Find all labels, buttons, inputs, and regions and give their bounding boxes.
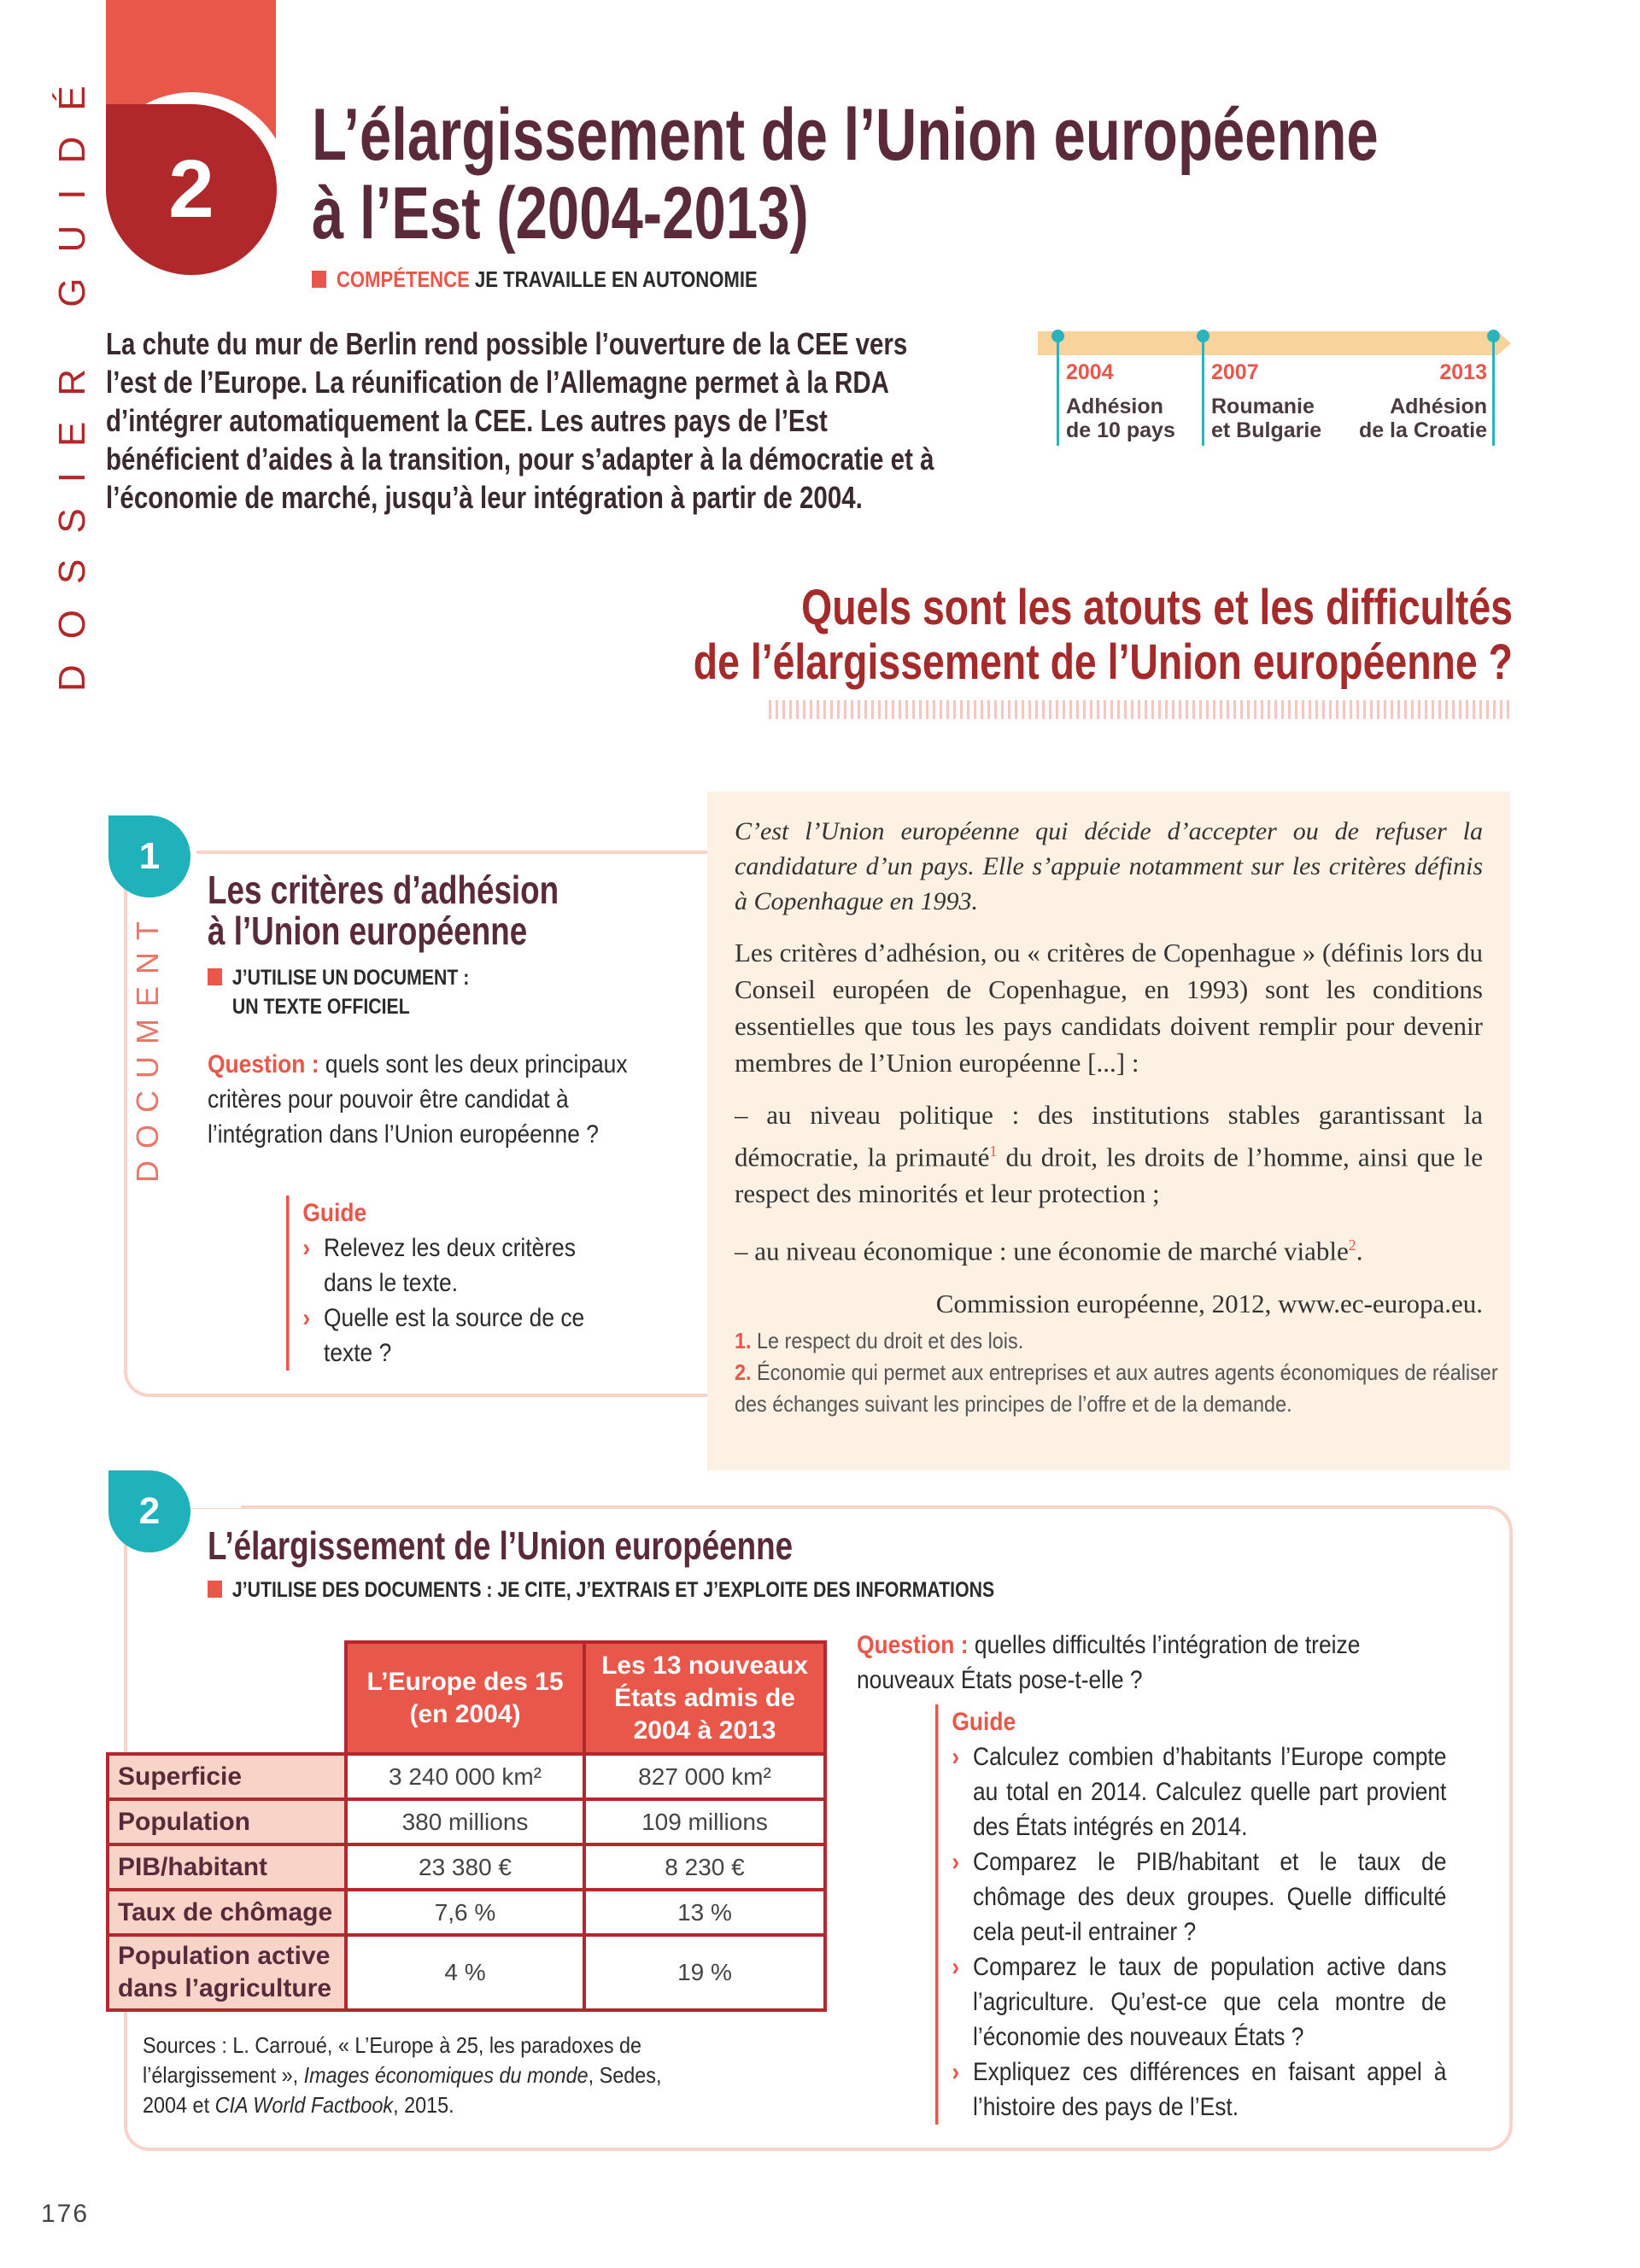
- cell: 19 %: [584, 1935, 825, 2010]
- square-bullet-icon: [312, 271, 326, 288]
- guide-text: Comparez le PIB/habitant et le taux de chômage des deux groupes. Quelle difficulté cela peut-il entrainer ?: [973, 1848, 1447, 1946]
- table-header-row: [108, 1642, 825, 1754]
- guide-item: [952, 1949, 1446, 2055]
- title-line: à l’Union européenne: [208, 909, 528, 953]
- dossier-number: 2: [106, 104, 277, 275]
- document-1-question: [208, 1047, 632, 1152]
- timeline-year: 2004: [1066, 360, 1114, 384]
- table-row: [108, 1799, 825, 1844]
- skill-line: J’UTILISE UN DOCUMENT :: [231, 966, 470, 990]
- cell: 13 %: [584, 1890, 825, 1935]
- page-title: [312, 96, 1379, 253]
- timeline-year: 2007: [1211, 360, 1259, 384]
- footnotes: [735, 1325, 1503, 1420]
- skill-text: J’UTILISE DES DOCUMENTS : JE CITE, J’EXTRAIS ET J’EXPLOITE DES INFORMATIONS: [231, 1578, 995, 1602]
- cell: 109 millions: [584, 1799, 825, 1844]
- footnote: [735, 1325, 1503, 1357]
- problematic-question: [694, 581, 1513, 690]
- page-number: 176: [41, 2200, 90, 2228]
- chevron-right-icon: ›: [302, 1234, 311, 1262]
- timeline-label: de la Croatie: [1358, 418, 1487, 442]
- title-line: à l’Est (2004-2013): [312, 172, 809, 254]
- text: Images économiques du monde: [303, 2062, 589, 2088]
- quote-paragraph: Les critères d’adhésion, ou « critères de Copenhague » (définis lors du Conseil européen de Copenhague, en 1993) sont les conditions essentielles que tous les pays candidats doivent remplir pour devenir membres de l’Union européenne [...] :: [735, 938, 1483, 1078]
- question-label: Question :: [857, 1631, 969, 1659]
- text: du droit, les droits de l’homme, ainsi que le respect des minorités et leur protection ;: [735, 1142, 1483, 1209]
- official-text-quote: [707, 792, 1510, 1470]
- square-bullet-icon: [208, 968, 222, 985]
- footnote-number: 2.: [735, 1359, 752, 1385]
- guide-item: [952, 1739, 1446, 1844]
- row-label: Superficie: [108, 1754, 346, 1799]
- document-1-skill: [208, 963, 469, 1021]
- question-text: quels sont les deux principaux critères pour pouvoir être candidat à l’intégration dans l’Union européenne ?: [208, 1050, 628, 1149]
- comparison-table: [106, 1640, 827, 2012]
- competence-text: JE TRAVAILLE EN AUTONOMIE: [474, 266, 758, 292]
- timeline-label: Roumanie: [1211, 395, 1315, 418]
- empty-corner: [108, 1642, 346, 1754]
- row-label: Population: [108, 1799, 346, 1844]
- question-text: quelles difficultés l’intégration de treize nouveaux États pose-t-elle ?: [857, 1631, 1361, 1694]
- timeline-dot-icon: [1487, 330, 1500, 342]
- table-row: [108, 1890, 825, 1935]
- cell: 7,6 %: [346, 1890, 584, 1935]
- guide-heading: Guide: [302, 1199, 367, 1227]
- document-2-title: L’élargissement de l’Union européenne: [208, 1523, 794, 1568]
- table-row: [108, 1935, 825, 2010]
- quote-source: Commission européenne, 2012, www.ec-europa.eu.: [935, 1288, 1483, 1318]
- frame-gap: [190, 1499, 241, 1508]
- document-1-badge: 1: [108, 815, 190, 897]
- cell: 23 380 €: [346, 1844, 584, 1890]
- timeline-item-2004: [1057, 335, 1198, 446]
- cell: 827 000 km²: [584, 1754, 825, 1799]
- row-label: PIB/habitant: [108, 1844, 346, 1890]
- document-2-badge: 2: [108, 1470, 190, 1552]
- footnote: [735, 1357, 1503, 1420]
- column-header: Les 13 nouveaux États admis de 2004 à 2013: [584, 1642, 825, 1754]
- document-1-top-rule: [196, 850, 707, 854]
- guide-text: Expliquez ces différences en faisant appel à l’histoire des pays de l’Est.: [973, 2058, 1447, 2121]
- text: , Sedes, 2004 et: [143, 2062, 662, 2118]
- timeline-dot-icon: [1197, 330, 1210, 342]
- question-line: Quels sont les atouts et les difficultés: [801, 580, 1513, 635]
- document-2-skill: [208, 1575, 994, 1605]
- document-2-question: [857, 1628, 1413, 1698]
- guide-text: Comparez le taux de population active dans l’agriculture. Qu’est-ce que cela montre de l’économie des nouveaux États ?: [973, 1953, 1447, 2051]
- chevron-right-icon: ›: [952, 1953, 960, 1981]
- competence-label: COMPÉTENCE: [336, 266, 470, 292]
- square-bullet-icon: [208, 1581, 222, 1598]
- row-label: Taux de chômage: [108, 1890, 346, 1935]
- document-1-title: [208, 869, 559, 951]
- footnote-number: 1.: [735, 1327, 752, 1353]
- chevron-right-icon: ›: [302, 1304, 311, 1332]
- cell: 380 millions: [346, 1799, 584, 1844]
- quote-paragraph: [735, 1096, 1483, 1212]
- dossier-guide-label: DOSSIER GUIDÉ: [51, 60, 93, 692]
- footnote-text: Économie qui permet aux entreprises et aux autres agents économiques de réaliser des échanges suivant les principes de l’offre et de la demande.: [735, 1359, 1498, 1417]
- table-sources: [143, 2031, 665, 2120]
- guide-item: [952, 2055, 1446, 2125]
- question-label: Question :: [208, 1050, 319, 1078]
- timeline-label: Adhésion: [1066, 395, 1163, 418]
- intro-paragraph: La chute du mur de Berlin rend possible l’ouverture de la CEE vers l’est de l’Europe. La réunification de l’Allemagne permet à la RDA d’intégrer automatiquement la CEE. Les autres pays de l’Est bénéficient d’aides à la transition, pour s’adapter à la démocratie et à l’économie de marché, jusqu’à leur intégration à partir de 2004.: [106, 326, 934, 515]
- document-2-guide: [935, 1704, 1446, 2125]
- text: CIA World Factbook: [214, 2092, 394, 2118]
- column-header: L’Europe des 15 (en 2004): [346, 1642, 584, 1754]
- hatched-divider: [769, 700, 1513, 719]
- title-line: Les critères d’adhésion: [208, 868, 559, 912]
- chevron-right-icon: ›: [952, 1743, 960, 1771]
- cell: 8 230 €: [584, 1844, 825, 1890]
- quote-intro: C’est l’Union européenne qui décide d’accepter ou de refuser la candidature d’un pays. Elle s’appuie notamment sur les critères définis à Copenhague en 1993.: [735, 817, 1483, 915]
- guide-item: [952, 1844, 1446, 1949]
- timeline-label: de 10 pays: [1066, 418, 1175, 442]
- table-row: [108, 1844, 825, 1890]
- title-line: L’élargissement de l’Union européenne: [312, 94, 1379, 176]
- text: – au niveau politique : des institutions stables garantissant la démocratie, la primauté: [735, 1100, 1483, 1172]
- quote-paragraph: [735, 1227, 1483, 1269]
- cell: 3 240 000 km²: [346, 1754, 584, 1799]
- chevron-right-icon: ›: [952, 2058, 960, 2086]
- cell: 4 %: [346, 1935, 584, 2010]
- timeline-label: et Bulgarie: [1211, 418, 1322, 442]
- timeline-label: Adhésion: [1390, 395, 1487, 418]
- guide-text: Relevez les deux critères dans le texte.: [324, 1234, 576, 1297]
- footnote-ref: 2: [1348, 1236, 1356, 1254]
- text: , 2015.: [393, 2092, 454, 2118]
- text: – au niveau économique : une économie de marché viable: [735, 1236, 1349, 1266]
- text: .: [1356, 1236, 1363, 1266]
- timeline-item-2013: [1339, 335, 1495, 446]
- document-side-label: DOCUMENT: [130, 909, 165, 1183]
- row-label: Population active dans l’agriculture: [108, 1935, 346, 2010]
- text: Sources : L. Carroué, « L’Europe à 25, les paradoxes de l’élargissement »,: [143, 2032, 642, 2088]
- timeline-item-2007: [1202, 335, 1343, 446]
- competence-line: [312, 266, 758, 293]
- timeline-dot-icon: [1051, 330, 1064, 342]
- guide-text: Quelle est la source de ce texte ?: [324, 1304, 585, 1367]
- chevron-right-icon: ›: [952, 1848, 960, 1876]
- question-line: de l’élargissement de l’Union européenne ?: [693, 634, 1513, 690]
- timeline-year: 2013: [1439, 360, 1487, 384]
- guide-heading: Guide: [952, 1708, 1016, 1736]
- footnote-ref: 1: [989, 1143, 998, 1160]
- guide-text: Calculez combien d’habitants l’Europe compte au total en 2014. Calculez quelle part provient des États intégrés en 2014.: [973, 1743, 1447, 1841]
- table-row: [108, 1754, 825, 1799]
- skill-line: UN TEXTE OFFICIEL: [231, 995, 410, 1019]
- document-1-guide: [286, 1195, 617, 1371]
- footnote-text: Le respect du droit et des lois.: [757, 1327, 1024, 1353]
- guide-item: [302, 1230, 617, 1301]
- guide-item: [302, 1301, 617, 1371]
